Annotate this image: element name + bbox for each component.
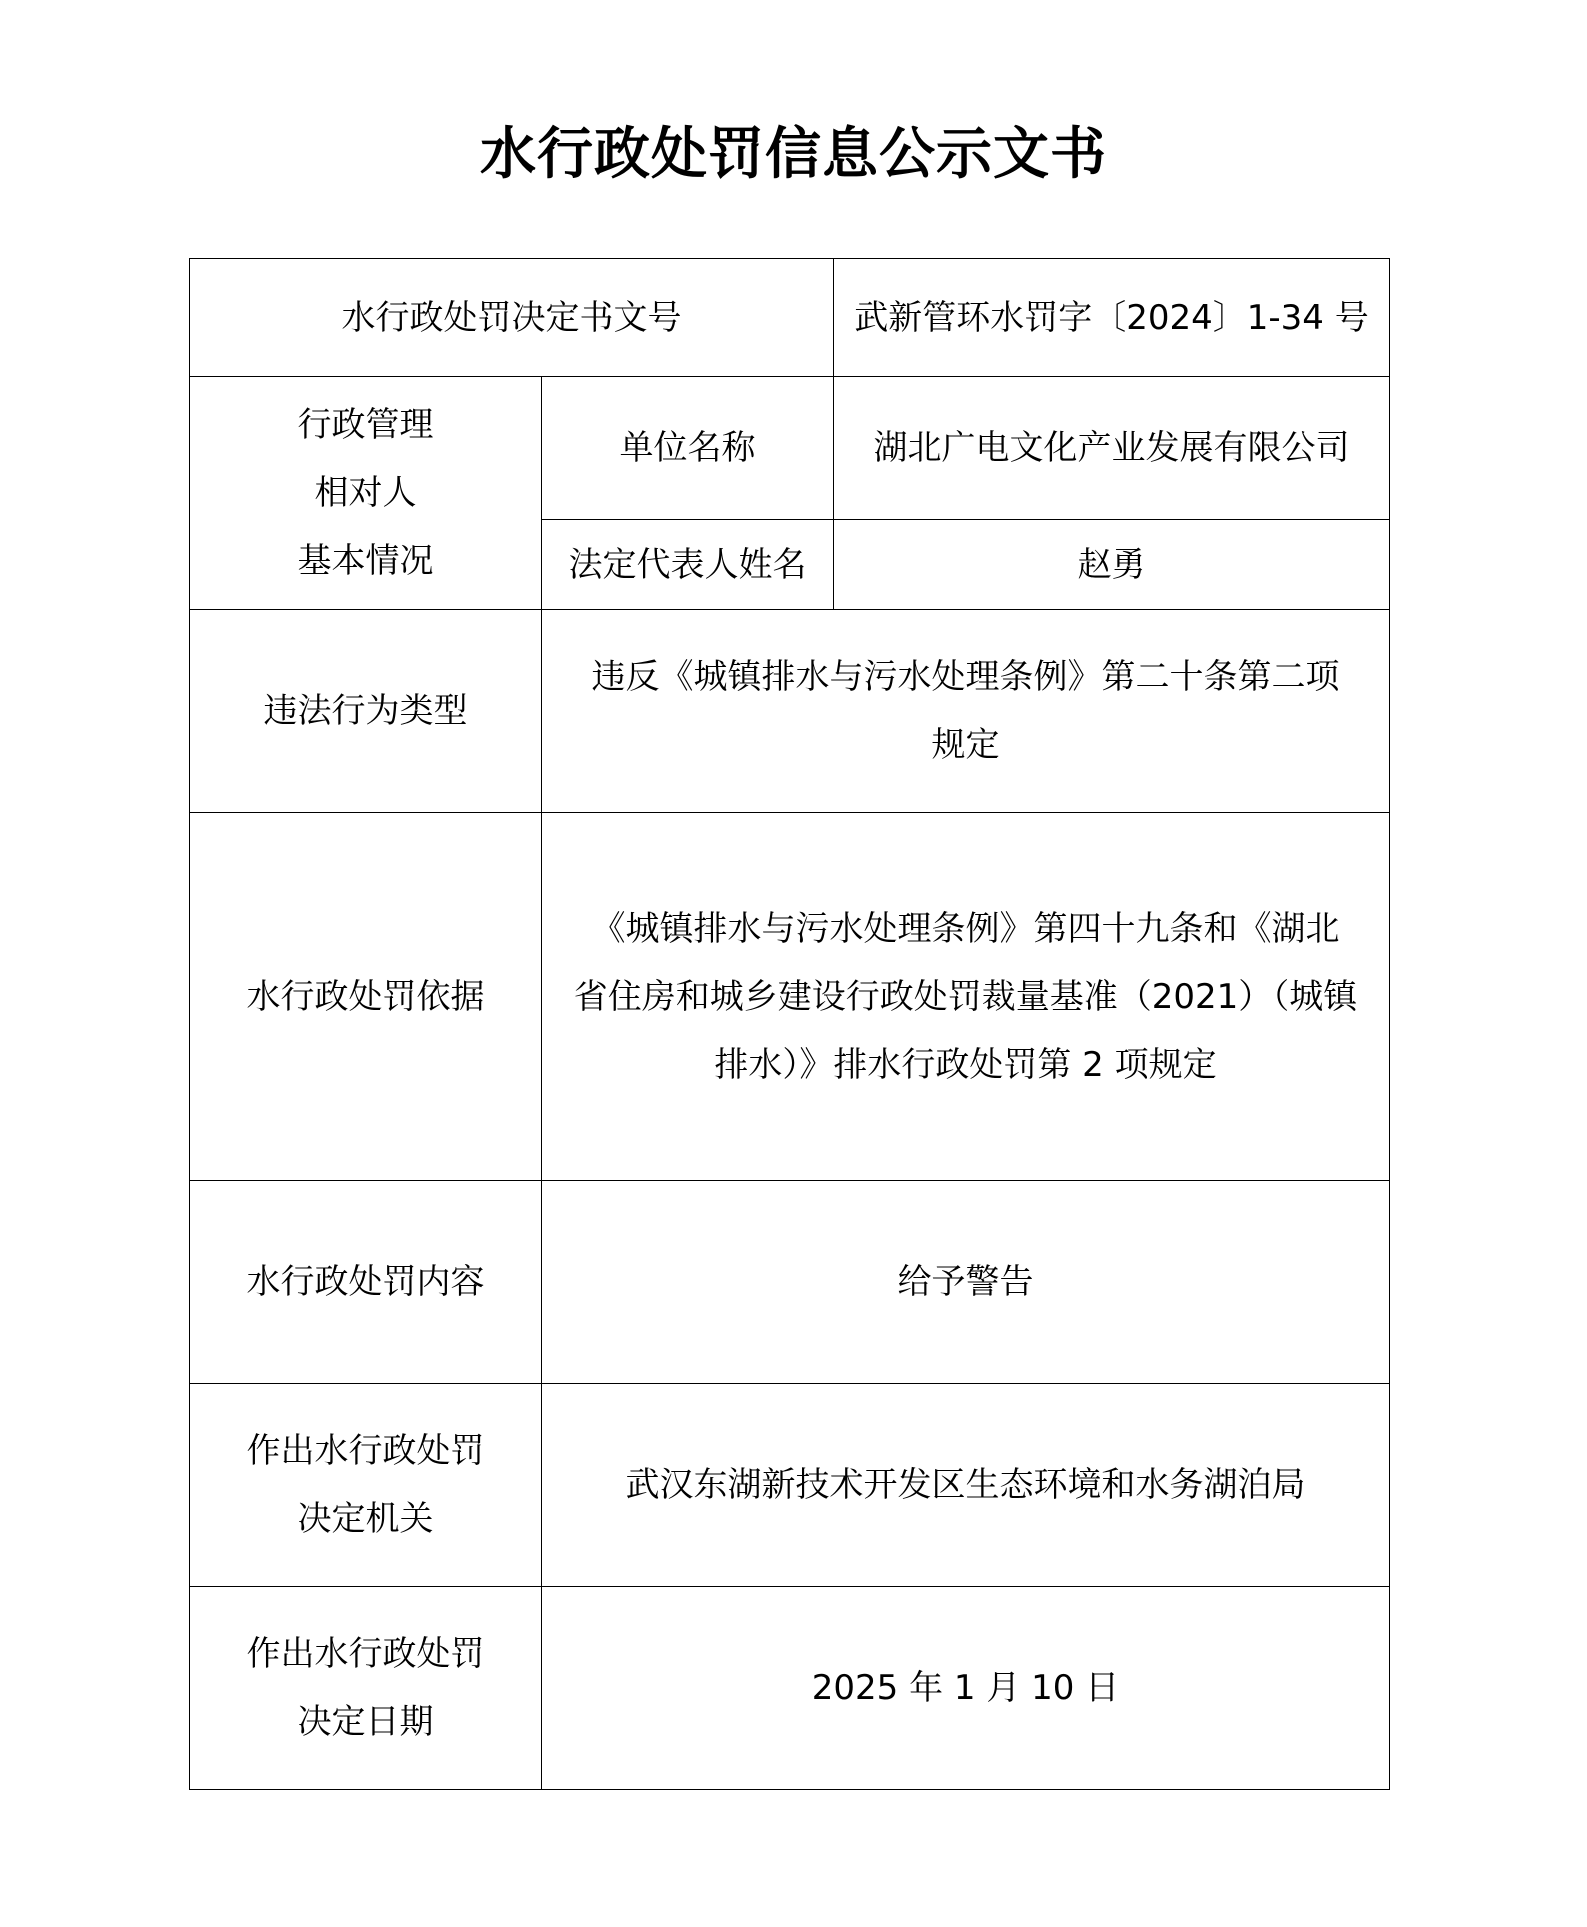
penalty-basis-line-3: 排水）》排水行政处罚第 2 项规定 bbox=[714, 1044, 1217, 1085]
table-row-penalty-content bbox=[190, 1181, 1390, 1384]
unit-name-value: 湖北广电文化产业发展有限公司 bbox=[834, 377, 1390, 520]
deciding-authority-value: 武汉东湖新技术开发区生态环境和水务湖泊局 bbox=[542, 1384, 1390, 1587]
party-info-label-line-1: 行政管理 bbox=[297, 405, 434, 445]
table-row-deciding-authority bbox=[190, 1384, 1390, 1587]
decision-date-label-line-1: 作出水行政处罚 bbox=[246, 1634, 485, 1674]
deciding-authority-label bbox=[190, 1384, 542, 1587]
decision-number-label: 水行政处罚决定书文号 bbox=[190, 259, 834, 377]
violation-type-label: 违法行为类型 bbox=[190, 610, 542, 813]
table-row-decision-number bbox=[190, 259, 1390, 377]
unit-name-label: 单位名称 bbox=[542, 377, 834, 520]
decision-date-label bbox=[190, 1587, 542, 1790]
table-row-penalty-basis bbox=[190, 813, 1390, 1181]
penalty-basis-line-2: 省住房和城乡建设行政处罚裁量基准（2021）（城镇 bbox=[573, 976, 1358, 1017]
legal-rep-value: 赵勇 bbox=[834, 520, 1390, 610]
violation-type-line-2: 规定 bbox=[931, 725, 1000, 765]
penalty-basis-value bbox=[542, 813, 1390, 1181]
deciding-authority-label-line-2: 决定机关 bbox=[297, 1499, 434, 1539]
party-info-label-line-3: 基本情况 bbox=[297, 541, 434, 581]
document-title: 水行政处罚信息公示文书 bbox=[480, 121, 1107, 187]
penalty-basis-label: 水行政处罚依据 bbox=[190, 813, 542, 1181]
penalty-basis-line-1: 《城镇排水与污水处理条例》第四十九条和《湖北 bbox=[591, 908, 1340, 949]
party-info-label bbox=[190, 377, 542, 610]
violation-type-line-1: 违反《城镇排水与污水处理条例》第二十条第二项 bbox=[591, 657, 1340, 697]
violation-type-value bbox=[542, 610, 1390, 813]
table-row-violation-type bbox=[190, 610, 1390, 813]
decision-number-value: 武新管环水罚字〔2024〕1-34 号 bbox=[834, 259, 1390, 377]
party-info-label-line-2: 相对人 bbox=[314, 473, 417, 513]
table-row-unit-name bbox=[190, 377, 1390, 520]
legal-rep-label: 法定代表人姓名 bbox=[542, 520, 834, 610]
decision-date-label-line-2: 决定日期 bbox=[297, 1702, 434, 1742]
deciding-authority-label-line-1: 作出水行政处罚 bbox=[246, 1431, 485, 1471]
penalty-content-value: 给予警告 bbox=[542, 1181, 1390, 1384]
penalty-content-label: 水行政处罚内容 bbox=[190, 1181, 542, 1384]
decision-date-value: 2025 年 1 月 10 日 bbox=[542, 1587, 1390, 1790]
table-row-decision-date bbox=[190, 1587, 1390, 1790]
penalty-info-table bbox=[189, 258, 1390, 1790]
